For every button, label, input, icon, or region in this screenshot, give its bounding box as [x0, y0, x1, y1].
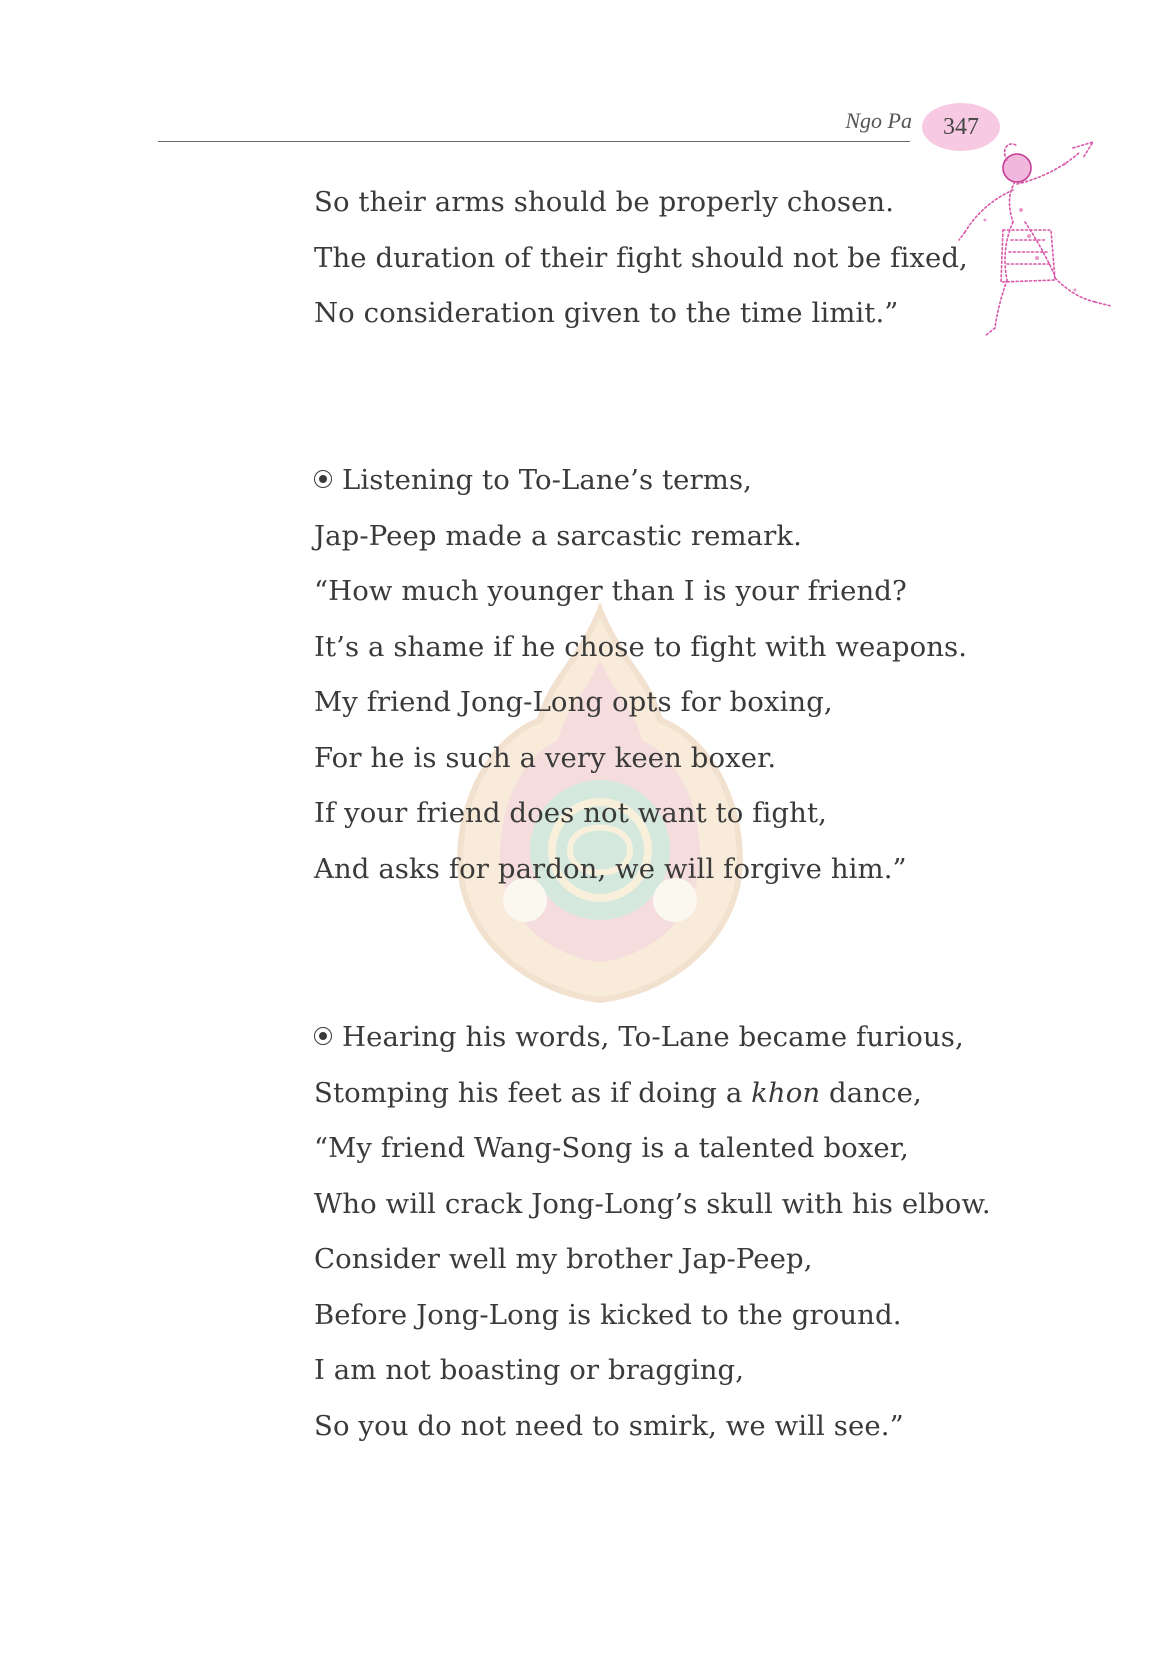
stanza-3	[314, 1010, 991, 1454]
verse-line: No consideration given to the time limit.”	[314, 297, 899, 329]
header-rule	[158, 141, 910, 142]
running-header-title: Ngo Pa	[845, 108, 912, 133]
verse-line: And asks for pardon, we will forgive him.”	[314, 852, 907, 885]
verse-line	[314, 1066, 991, 1122]
verse-line: So their arms should be properly chosen.	[314, 186, 895, 218]
khon-dancer-icon	[955, 140, 1120, 345]
verse-line: For he is such a very keen boxer.	[314, 741, 777, 774]
verse-line: It’s a shame if he chose to fight with weapons.	[314, 630, 968, 663]
verse-line: So you do not need to smirk, we will see.”	[314, 1409, 904, 1442]
page-number: 347	[943, 113, 979, 140]
verse-line: Before Jong-Long is kicked to the ground.	[314, 1298, 902, 1331]
verse-line: Who will crack Jong-Long’s skull with his elbow.	[314, 1187, 991, 1220]
verse-italic-word: khon	[751, 1076, 821, 1109]
stanza-2	[314, 453, 967, 897]
verse-line	[314, 453, 967, 509]
verse-line: My friend Jong-Long opts for boxing,	[314, 686, 833, 718]
fisheye-bullet-icon	[314, 1027, 332, 1045]
verse-text: dance,	[820, 1076, 922, 1109]
verse-text: Stomping his feet as if doing a	[314, 1076, 752, 1109]
verse-line: If your friend does not want to fight,	[314, 797, 827, 829]
verse-line: Consider well my brother Jap-Peep,	[314, 1243, 813, 1275]
verse-line: The duration of their fight should not be fixed,	[314, 241, 968, 274]
verse-line: I am not boasting or bragging,	[314, 1354, 745, 1386]
verse-text: Hearing his words, To-Lane became furious,	[342, 1021, 964, 1053]
verse-line	[314, 1010, 991, 1066]
verse-line: “How much younger than I is your friend?	[314, 575, 907, 607]
verse-text: Listening to To-Lane’s terms,	[342, 464, 753, 496]
verse-line: “My friend Wang-Song is a talented boxer,	[314, 1132, 909, 1164]
verse-line: Jap-Peep made a sarcastic remark.	[314, 519, 803, 552]
fisheye-bullet-icon	[314, 470, 332, 488]
stanza-1	[314, 175, 968, 342]
